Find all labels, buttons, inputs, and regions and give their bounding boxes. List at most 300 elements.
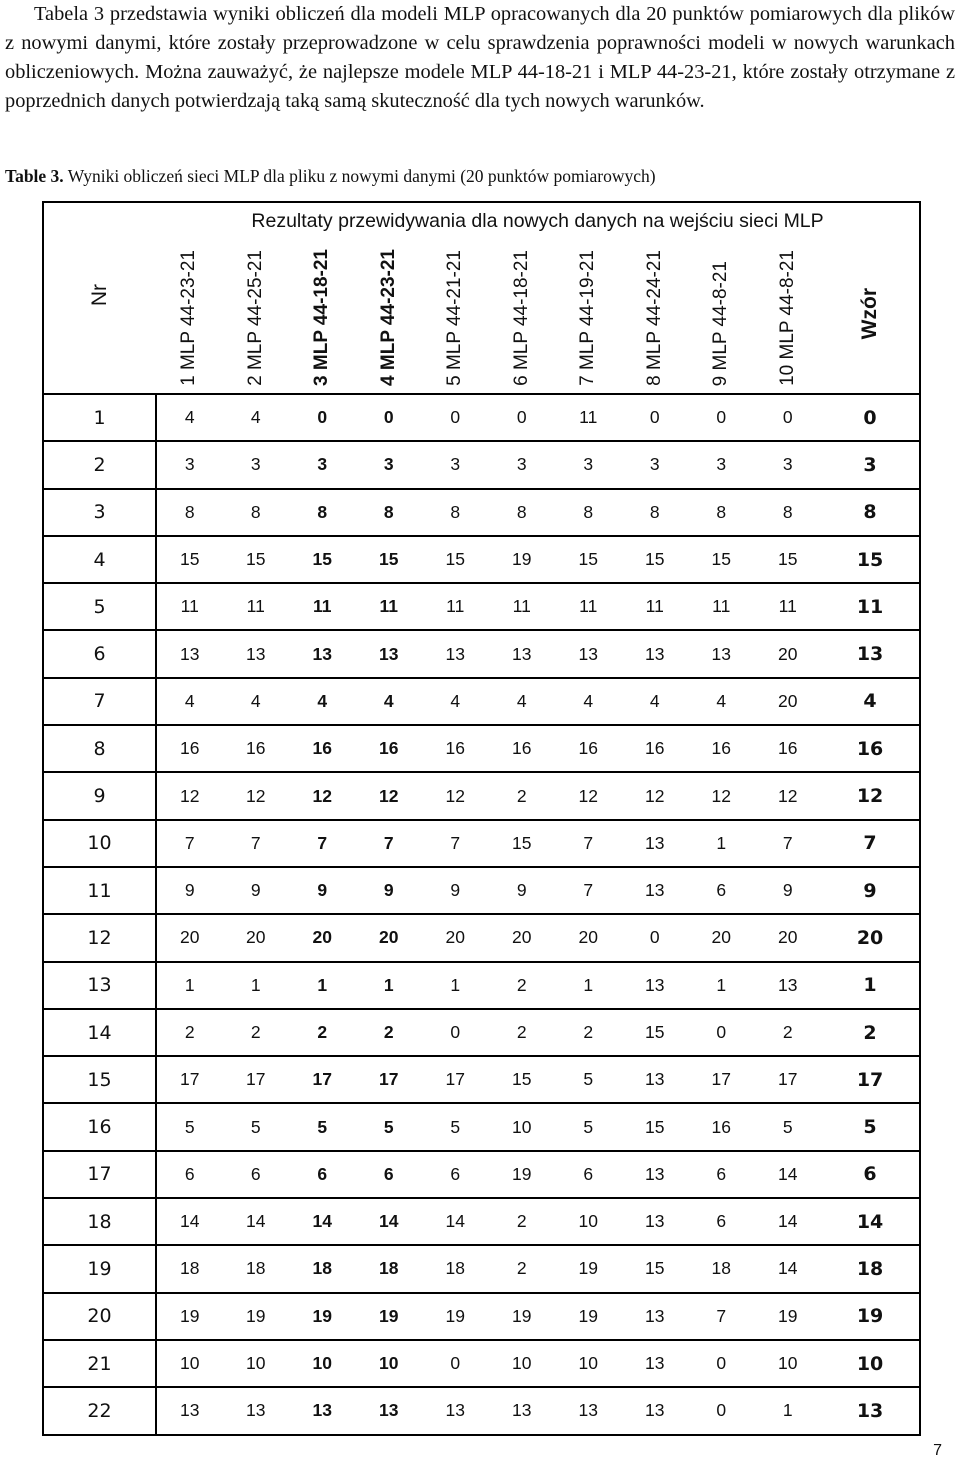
result-cell: 8 bbox=[755, 489, 822, 536]
result-cell: 16 bbox=[555, 725, 622, 772]
result-cell: 11 bbox=[555, 583, 622, 630]
result-cell: 17 bbox=[356, 1056, 423, 1103]
row-number: 16 bbox=[43, 1103, 156, 1150]
result-cell: 2 bbox=[755, 1009, 822, 1056]
result-cell: 6 bbox=[356, 1151, 423, 1198]
row-number: 10 bbox=[43, 820, 156, 867]
row-number: 6 bbox=[43, 630, 156, 677]
row-number: 1 bbox=[43, 394, 156, 441]
result-cell: 5 bbox=[356, 1103, 423, 1150]
model-column-header bbox=[622, 239, 689, 394]
result-cell: 19 bbox=[289, 1293, 356, 1340]
table-row bbox=[43, 867, 920, 914]
result-cell: 11 bbox=[422, 583, 489, 630]
result-cell: 13 bbox=[622, 1387, 689, 1434]
model-header-label: 10 MLP 44-8-21 bbox=[776, 250, 798, 386]
result-cell: 13 bbox=[422, 630, 489, 677]
result-cell: 19 bbox=[489, 1151, 556, 1198]
result-cell: 2 bbox=[223, 1009, 290, 1056]
result-cell: 3 bbox=[289, 441, 356, 488]
result-cell: 11 bbox=[622, 583, 689, 630]
row-number: 17 bbox=[43, 1151, 156, 1198]
result-cell: 3 bbox=[489, 441, 556, 488]
result-cell: 12 bbox=[622, 772, 689, 819]
result-cell: 16 bbox=[223, 725, 290, 772]
result-cell: 14 bbox=[356, 1198, 423, 1245]
result-cell: 7 bbox=[422, 820, 489, 867]
result-cell: 13 bbox=[422, 1387, 489, 1434]
model-header-label: 5 MLP 44-21-21 bbox=[444, 250, 466, 386]
result-cell: 1 bbox=[688, 962, 755, 1009]
result-cell: 14 bbox=[755, 1151, 822, 1198]
wzor-cell: 7 bbox=[821, 820, 920, 867]
wzor-cell: 9 bbox=[821, 867, 920, 914]
result-cell: 4 bbox=[156, 394, 223, 441]
result-cell: 4 bbox=[289, 678, 356, 725]
result-cell: 5 bbox=[555, 1056, 622, 1103]
result-cell: 16 bbox=[289, 725, 356, 772]
result-cell: 9 bbox=[422, 867, 489, 914]
result-cell: 17 bbox=[223, 1056, 290, 1103]
model-header-label: 8 MLP 44-24-21 bbox=[643, 250, 665, 386]
result-cell: 7 bbox=[356, 820, 423, 867]
result-cell: 13 bbox=[555, 1387, 622, 1434]
result-cell: 9 bbox=[356, 867, 423, 914]
table-caption-text: Wyniki obliczeń sieci MLP dla pliku z nowymi danymi (20 punktów pomiarowych) bbox=[63, 166, 656, 186]
result-cell: 13 bbox=[622, 867, 689, 914]
table-row bbox=[43, 772, 920, 819]
result-cell: 7 bbox=[755, 820, 822, 867]
result-cell: 0 bbox=[289, 394, 356, 441]
table-row bbox=[43, 1103, 920, 1150]
result-cell: 16 bbox=[422, 725, 489, 772]
result-cell: 15 bbox=[289, 536, 356, 583]
row-number: 12 bbox=[43, 914, 156, 961]
result-cell: 0 bbox=[688, 1009, 755, 1056]
result-cell: 15 bbox=[223, 536, 290, 583]
table-row bbox=[43, 1056, 920, 1103]
row-number: 20 bbox=[43, 1293, 156, 1340]
result-cell: 20 bbox=[422, 914, 489, 961]
model-header-label: 4 MLP 44-23-21 bbox=[377, 249, 399, 386]
table-row bbox=[43, 536, 920, 583]
result-cell: 1 bbox=[156, 962, 223, 1009]
row-number: 18 bbox=[43, 1198, 156, 1245]
result-cell: 1 bbox=[422, 962, 489, 1009]
row-number: 3 bbox=[43, 489, 156, 536]
result-cell: 12 bbox=[555, 772, 622, 819]
result-cell: 15 bbox=[156, 536, 223, 583]
result-cell: 0 bbox=[422, 1009, 489, 1056]
row-number: 21 bbox=[43, 1340, 156, 1387]
table-row bbox=[43, 1198, 920, 1245]
result-cell: 8 bbox=[555, 489, 622, 536]
result-cell: 4 bbox=[489, 678, 556, 725]
result-cell: 7 bbox=[555, 867, 622, 914]
result-cell: 20 bbox=[755, 914, 822, 961]
row-number: 14 bbox=[43, 1009, 156, 1056]
row-number: 4 bbox=[43, 536, 156, 583]
result-cell: 17 bbox=[755, 1056, 822, 1103]
table-row bbox=[43, 630, 920, 677]
result-cell: 20 bbox=[356, 914, 423, 961]
result-cell: 0 bbox=[688, 394, 755, 441]
wzor-cell: 20 bbox=[821, 914, 920, 961]
result-cell: 19 bbox=[156, 1293, 223, 1340]
result-cell: 6 bbox=[289, 1151, 356, 1198]
result-cell: 13 bbox=[289, 1387, 356, 1434]
nr-column-header bbox=[43, 202, 156, 394]
result-cell: 4 bbox=[688, 678, 755, 725]
table-row bbox=[43, 1387, 920, 1434]
result-cell: 4 bbox=[422, 678, 489, 725]
group-header: Rezultaty przewidywania dla nowych danych na wejściu sieci MLP bbox=[251, 209, 824, 232]
row-number: 2 bbox=[43, 441, 156, 488]
wzor-cell: 13 bbox=[821, 630, 920, 677]
result-cell: 9 bbox=[156, 867, 223, 914]
result-cell: 10 bbox=[555, 1340, 622, 1387]
result-cell: 5 bbox=[555, 1103, 622, 1150]
model-header-label: 1 MLP 44-23-21 bbox=[178, 250, 200, 386]
result-cell: 12 bbox=[223, 772, 290, 819]
table-row bbox=[43, 441, 920, 488]
result-cell: 18 bbox=[422, 1245, 489, 1292]
result-cell: 13 bbox=[622, 1198, 689, 1245]
model-column-header bbox=[356, 239, 423, 394]
result-cell: 13 bbox=[156, 1387, 223, 1434]
result-cell: 2 bbox=[489, 772, 556, 819]
model-column-header bbox=[289, 239, 356, 394]
result-cell: 10 bbox=[156, 1340, 223, 1387]
result-cell: 17 bbox=[156, 1056, 223, 1103]
result-cell: 17 bbox=[688, 1056, 755, 1103]
result-cell: 19 bbox=[489, 536, 556, 583]
result-cell: 13 bbox=[622, 820, 689, 867]
wzor-cell: 0 bbox=[821, 394, 920, 441]
result-cell: 14 bbox=[156, 1198, 223, 1245]
result-cell: 8 bbox=[223, 489, 290, 536]
result-cell: 16 bbox=[688, 725, 755, 772]
result-cell: 13 bbox=[622, 1340, 689, 1387]
result-cell: 8 bbox=[422, 489, 489, 536]
table-row bbox=[43, 1009, 920, 1056]
result-cell: 20 bbox=[156, 914, 223, 961]
nr-header-label: Nr bbox=[88, 284, 111, 307]
result-cell: 11 bbox=[755, 583, 822, 630]
table-row bbox=[43, 489, 920, 536]
result-cell: 13 bbox=[156, 630, 223, 677]
result-cell: 12 bbox=[356, 772, 423, 819]
row-number: 22 bbox=[43, 1387, 156, 1434]
result-cell: 13 bbox=[622, 1293, 689, 1340]
result-cell: 11 bbox=[489, 583, 556, 630]
result-cell: 9 bbox=[289, 867, 356, 914]
result-cell: 16 bbox=[156, 725, 223, 772]
result-cell: 0 bbox=[356, 394, 423, 441]
result-cell: 6 bbox=[688, 867, 755, 914]
result-cell: 18 bbox=[223, 1245, 290, 1292]
result-cell: 3 bbox=[622, 441, 689, 488]
result-cell: 20 bbox=[555, 914, 622, 961]
result-cell: 16 bbox=[755, 725, 822, 772]
result-cell: 0 bbox=[622, 394, 689, 441]
result-cell: 6 bbox=[156, 1151, 223, 1198]
result-cell: 19 bbox=[489, 1293, 556, 1340]
result-cell: 12 bbox=[289, 772, 356, 819]
result-cell: 0 bbox=[688, 1340, 755, 1387]
table-row bbox=[43, 1245, 920, 1292]
result-cell: 15 bbox=[489, 820, 556, 867]
result-cell: 3 bbox=[223, 441, 290, 488]
result-cell: 13 bbox=[622, 1056, 689, 1103]
result-cell: 14 bbox=[422, 1198, 489, 1245]
result-cell: 10 bbox=[223, 1340, 290, 1387]
wzor-cell: 8 bbox=[821, 489, 920, 536]
result-cell: 8 bbox=[356, 489, 423, 536]
results-table bbox=[42, 201, 921, 1436]
result-cell: 4 bbox=[156, 678, 223, 725]
result-cell: 10 bbox=[356, 1340, 423, 1387]
wzor-cell: 13 bbox=[821, 1387, 920, 1434]
result-cell: 10 bbox=[489, 1103, 556, 1150]
result-cell: 2 bbox=[356, 1009, 423, 1056]
wzor-cell: 19 bbox=[821, 1293, 920, 1340]
result-cell: 20 bbox=[223, 914, 290, 961]
row-number: 5 bbox=[43, 583, 156, 630]
result-cell: 18 bbox=[156, 1245, 223, 1292]
result-cell: 3 bbox=[755, 441, 822, 488]
result-cell: 1 bbox=[356, 962, 423, 1009]
result-cell: 0 bbox=[422, 1340, 489, 1387]
result-cell: 13 bbox=[688, 630, 755, 677]
result-cell: 5 bbox=[289, 1103, 356, 1150]
result-cell: 4 bbox=[555, 678, 622, 725]
result-cell: 11 bbox=[156, 583, 223, 630]
result-cell: 15 bbox=[688, 536, 755, 583]
wzor-cell: 14 bbox=[821, 1198, 920, 1245]
wzor-cell: 4 bbox=[821, 678, 920, 725]
result-cell: 8 bbox=[289, 489, 356, 536]
result-cell: 3 bbox=[555, 441, 622, 488]
result-cell: 13 bbox=[622, 1151, 689, 1198]
result-cell: 1 bbox=[223, 962, 290, 1009]
table-row bbox=[43, 962, 920, 1009]
result-cell: 6 bbox=[223, 1151, 290, 1198]
result-cell: 18 bbox=[289, 1245, 356, 1292]
result-cell: 7 bbox=[688, 1293, 755, 1340]
result-cell: 10 bbox=[755, 1340, 822, 1387]
result-cell: 19 bbox=[755, 1293, 822, 1340]
wzor-cell: 5 bbox=[821, 1103, 920, 1150]
result-cell: 11 bbox=[289, 583, 356, 630]
result-cell: 5 bbox=[755, 1103, 822, 1150]
result-cell: 15 bbox=[555, 536, 622, 583]
model-column-header bbox=[156, 239, 223, 394]
result-cell: 10 bbox=[489, 1340, 556, 1387]
result-cell: 14 bbox=[755, 1198, 822, 1245]
result-cell: 13 bbox=[622, 630, 689, 677]
result-cell: 20 bbox=[489, 914, 556, 961]
table-row bbox=[43, 725, 920, 772]
result-cell: 6 bbox=[555, 1151, 622, 1198]
row-number: 8 bbox=[43, 725, 156, 772]
result-cell: 10 bbox=[555, 1198, 622, 1245]
table-row bbox=[43, 1293, 920, 1340]
result-cell: 7 bbox=[555, 820, 622, 867]
model-header-label: 2 MLP 44-25-21 bbox=[244, 250, 266, 386]
result-cell: 4 bbox=[356, 678, 423, 725]
result-cell: 1 bbox=[688, 820, 755, 867]
model-column-header bbox=[688, 239, 755, 394]
result-cell: 13 bbox=[223, 630, 290, 677]
result-cell: 13 bbox=[356, 630, 423, 677]
result-cell: 15 bbox=[622, 1009, 689, 1056]
result-cell: 9 bbox=[223, 867, 290, 914]
result-cell: 20 bbox=[755, 678, 822, 725]
row-number: 7 bbox=[43, 678, 156, 725]
model-column-header bbox=[223, 239, 290, 394]
result-cell: 12 bbox=[156, 772, 223, 819]
result-cell: 11 bbox=[688, 583, 755, 630]
result-cell: 16 bbox=[356, 725, 423, 772]
model-column-header bbox=[489, 239, 556, 394]
table-body bbox=[43, 394, 920, 1435]
result-cell: 20 bbox=[289, 914, 356, 961]
result-cell: 15 bbox=[622, 1245, 689, 1292]
result-cell: 19 bbox=[555, 1293, 622, 1340]
wzor-cell: 6 bbox=[821, 1151, 920, 1198]
table-row bbox=[43, 583, 920, 630]
wzor-cell: 10 bbox=[821, 1340, 920, 1387]
result-cell: 8 bbox=[489, 489, 556, 536]
model-header-label: 9 MLP 44-8-21 bbox=[710, 260, 732, 386]
result-cell: 12 bbox=[688, 772, 755, 819]
result-cell: 12 bbox=[422, 772, 489, 819]
result-cell: 7 bbox=[156, 820, 223, 867]
wzor-cell: 16 bbox=[821, 725, 920, 772]
intro-paragraph: Tabela 3 przedstawia wyniki obliczeń dla modeli MLP opracowanych dla 20 punktów pomiarowych dla plików z nowymi danymi, które zostały przeprowadzone w celu sprawdzenia poprawności modeli w nowych warunkach obliczeniowych. Można zauważyć, że najlepsze modele MLP 44-18-21 i MLP 44-23-21, które zostały otrzymane z poprzednich danych potwierdzają taką samą skuteczność dla tych nowych warunków. bbox=[5, 3, 955, 112]
result-cell: 18 bbox=[688, 1245, 755, 1292]
result-cell: 7 bbox=[223, 820, 290, 867]
result-cell: 2 bbox=[489, 1245, 556, 1292]
result-cell: 3 bbox=[156, 441, 223, 488]
result-cell: 15 bbox=[622, 536, 689, 583]
wzor-cell: 1 bbox=[821, 962, 920, 1009]
result-cell: 11 bbox=[356, 583, 423, 630]
result-cell: 20 bbox=[688, 914, 755, 961]
result-cell: 0 bbox=[622, 914, 689, 961]
table-row bbox=[43, 1340, 920, 1387]
result-cell: 11 bbox=[223, 583, 290, 630]
result-cell: 14 bbox=[755, 1245, 822, 1292]
result-cell: 15 bbox=[356, 536, 423, 583]
result-cell: 2 bbox=[489, 1198, 556, 1245]
result-cell: 10 bbox=[289, 1340, 356, 1387]
result-cell: 4 bbox=[622, 678, 689, 725]
model-column-header bbox=[755, 239, 822, 394]
result-cell: 13 bbox=[289, 630, 356, 677]
result-cell: 7 bbox=[289, 820, 356, 867]
result-cell: 13 bbox=[356, 1387, 423, 1434]
model-header-label: 6 MLP 44-18-21 bbox=[510, 250, 532, 386]
table-row bbox=[43, 678, 920, 725]
result-cell: 2 bbox=[555, 1009, 622, 1056]
table-row bbox=[43, 820, 920, 867]
result-cell: 15 bbox=[489, 1056, 556, 1103]
result-cell: 6 bbox=[688, 1151, 755, 1198]
result-cell: 13 bbox=[755, 962, 822, 1009]
result-cell: 4 bbox=[223, 678, 290, 725]
result-cell: 8 bbox=[156, 489, 223, 536]
result-cell: 18 bbox=[356, 1245, 423, 1292]
result-cell: 4 bbox=[223, 394, 290, 441]
result-cell: 3 bbox=[422, 441, 489, 488]
result-cell: 9 bbox=[489, 867, 556, 914]
result-cell: 5 bbox=[422, 1103, 489, 1150]
result-cell: 15 bbox=[622, 1103, 689, 1150]
model-header-label: 3 MLP 44-18-21 bbox=[311, 249, 333, 386]
result-cell: 19 bbox=[422, 1293, 489, 1340]
result-cell: 13 bbox=[489, 1387, 556, 1434]
table-row bbox=[43, 1151, 920, 1198]
result-cell: 8 bbox=[688, 489, 755, 536]
wzor-cell: 12 bbox=[821, 772, 920, 819]
result-cell: 6 bbox=[422, 1151, 489, 1198]
result-cell: 19 bbox=[555, 1245, 622, 1292]
result-cell: 2 bbox=[289, 1009, 356, 1056]
model-header-row bbox=[43, 239, 920, 394]
table-row bbox=[43, 394, 920, 441]
row-number: 15 bbox=[43, 1056, 156, 1103]
result-cell: 16 bbox=[622, 725, 689, 772]
row-number: 13 bbox=[43, 962, 156, 1009]
result-cell: 1 bbox=[555, 962, 622, 1009]
result-cell: 0 bbox=[422, 394, 489, 441]
result-cell: 11 bbox=[555, 394, 622, 441]
result-cell: 19 bbox=[223, 1293, 290, 1340]
wzor-header-label: Wzór bbox=[858, 287, 882, 340]
result-cell: 2 bbox=[489, 962, 556, 1009]
result-cell: 13 bbox=[223, 1387, 290, 1434]
row-number: 19 bbox=[43, 1245, 156, 1292]
result-cell: 1 bbox=[755, 1387, 822, 1434]
wzor-column-header bbox=[821, 239, 920, 394]
result-cell: 15 bbox=[422, 536, 489, 583]
result-cell: 0 bbox=[755, 394, 822, 441]
model-column-header bbox=[555, 239, 622, 394]
result-cell: 13 bbox=[489, 630, 556, 677]
table-row bbox=[43, 914, 920, 961]
result-cell: 13 bbox=[555, 630, 622, 677]
result-cell: 14 bbox=[289, 1198, 356, 1245]
result-cell: 1 bbox=[289, 962, 356, 1009]
result-cell: 20 bbox=[755, 630, 822, 677]
row-number: 11 bbox=[43, 867, 156, 914]
wzor-cell: 3 bbox=[821, 441, 920, 488]
table-caption-label: Table 3. bbox=[5, 166, 64, 186]
result-cell: 3 bbox=[356, 441, 423, 488]
wzor-cell: 11 bbox=[821, 583, 920, 630]
result-cell: 0 bbox=[489, 394, 556, 441]
page-number: 7 bbox=[933, 1442, 942, 1459]
result-cell: 2 bbox=[156, 1009, 223, 1056]
result-cell: 17 bbox=[289, 1056, 356, 1103]
result-cell: 0 bbox=[688, 1387, 755, 1434]
row-number: 9 bbox=[43, 772, 156, 819]
table-caption bbox=[5, 164, 955, 188]
result-cell: 6 bbox=[688, 1198, 755, 1245]
result-cell: 12 bbox=[755, 772, 822, 819]
